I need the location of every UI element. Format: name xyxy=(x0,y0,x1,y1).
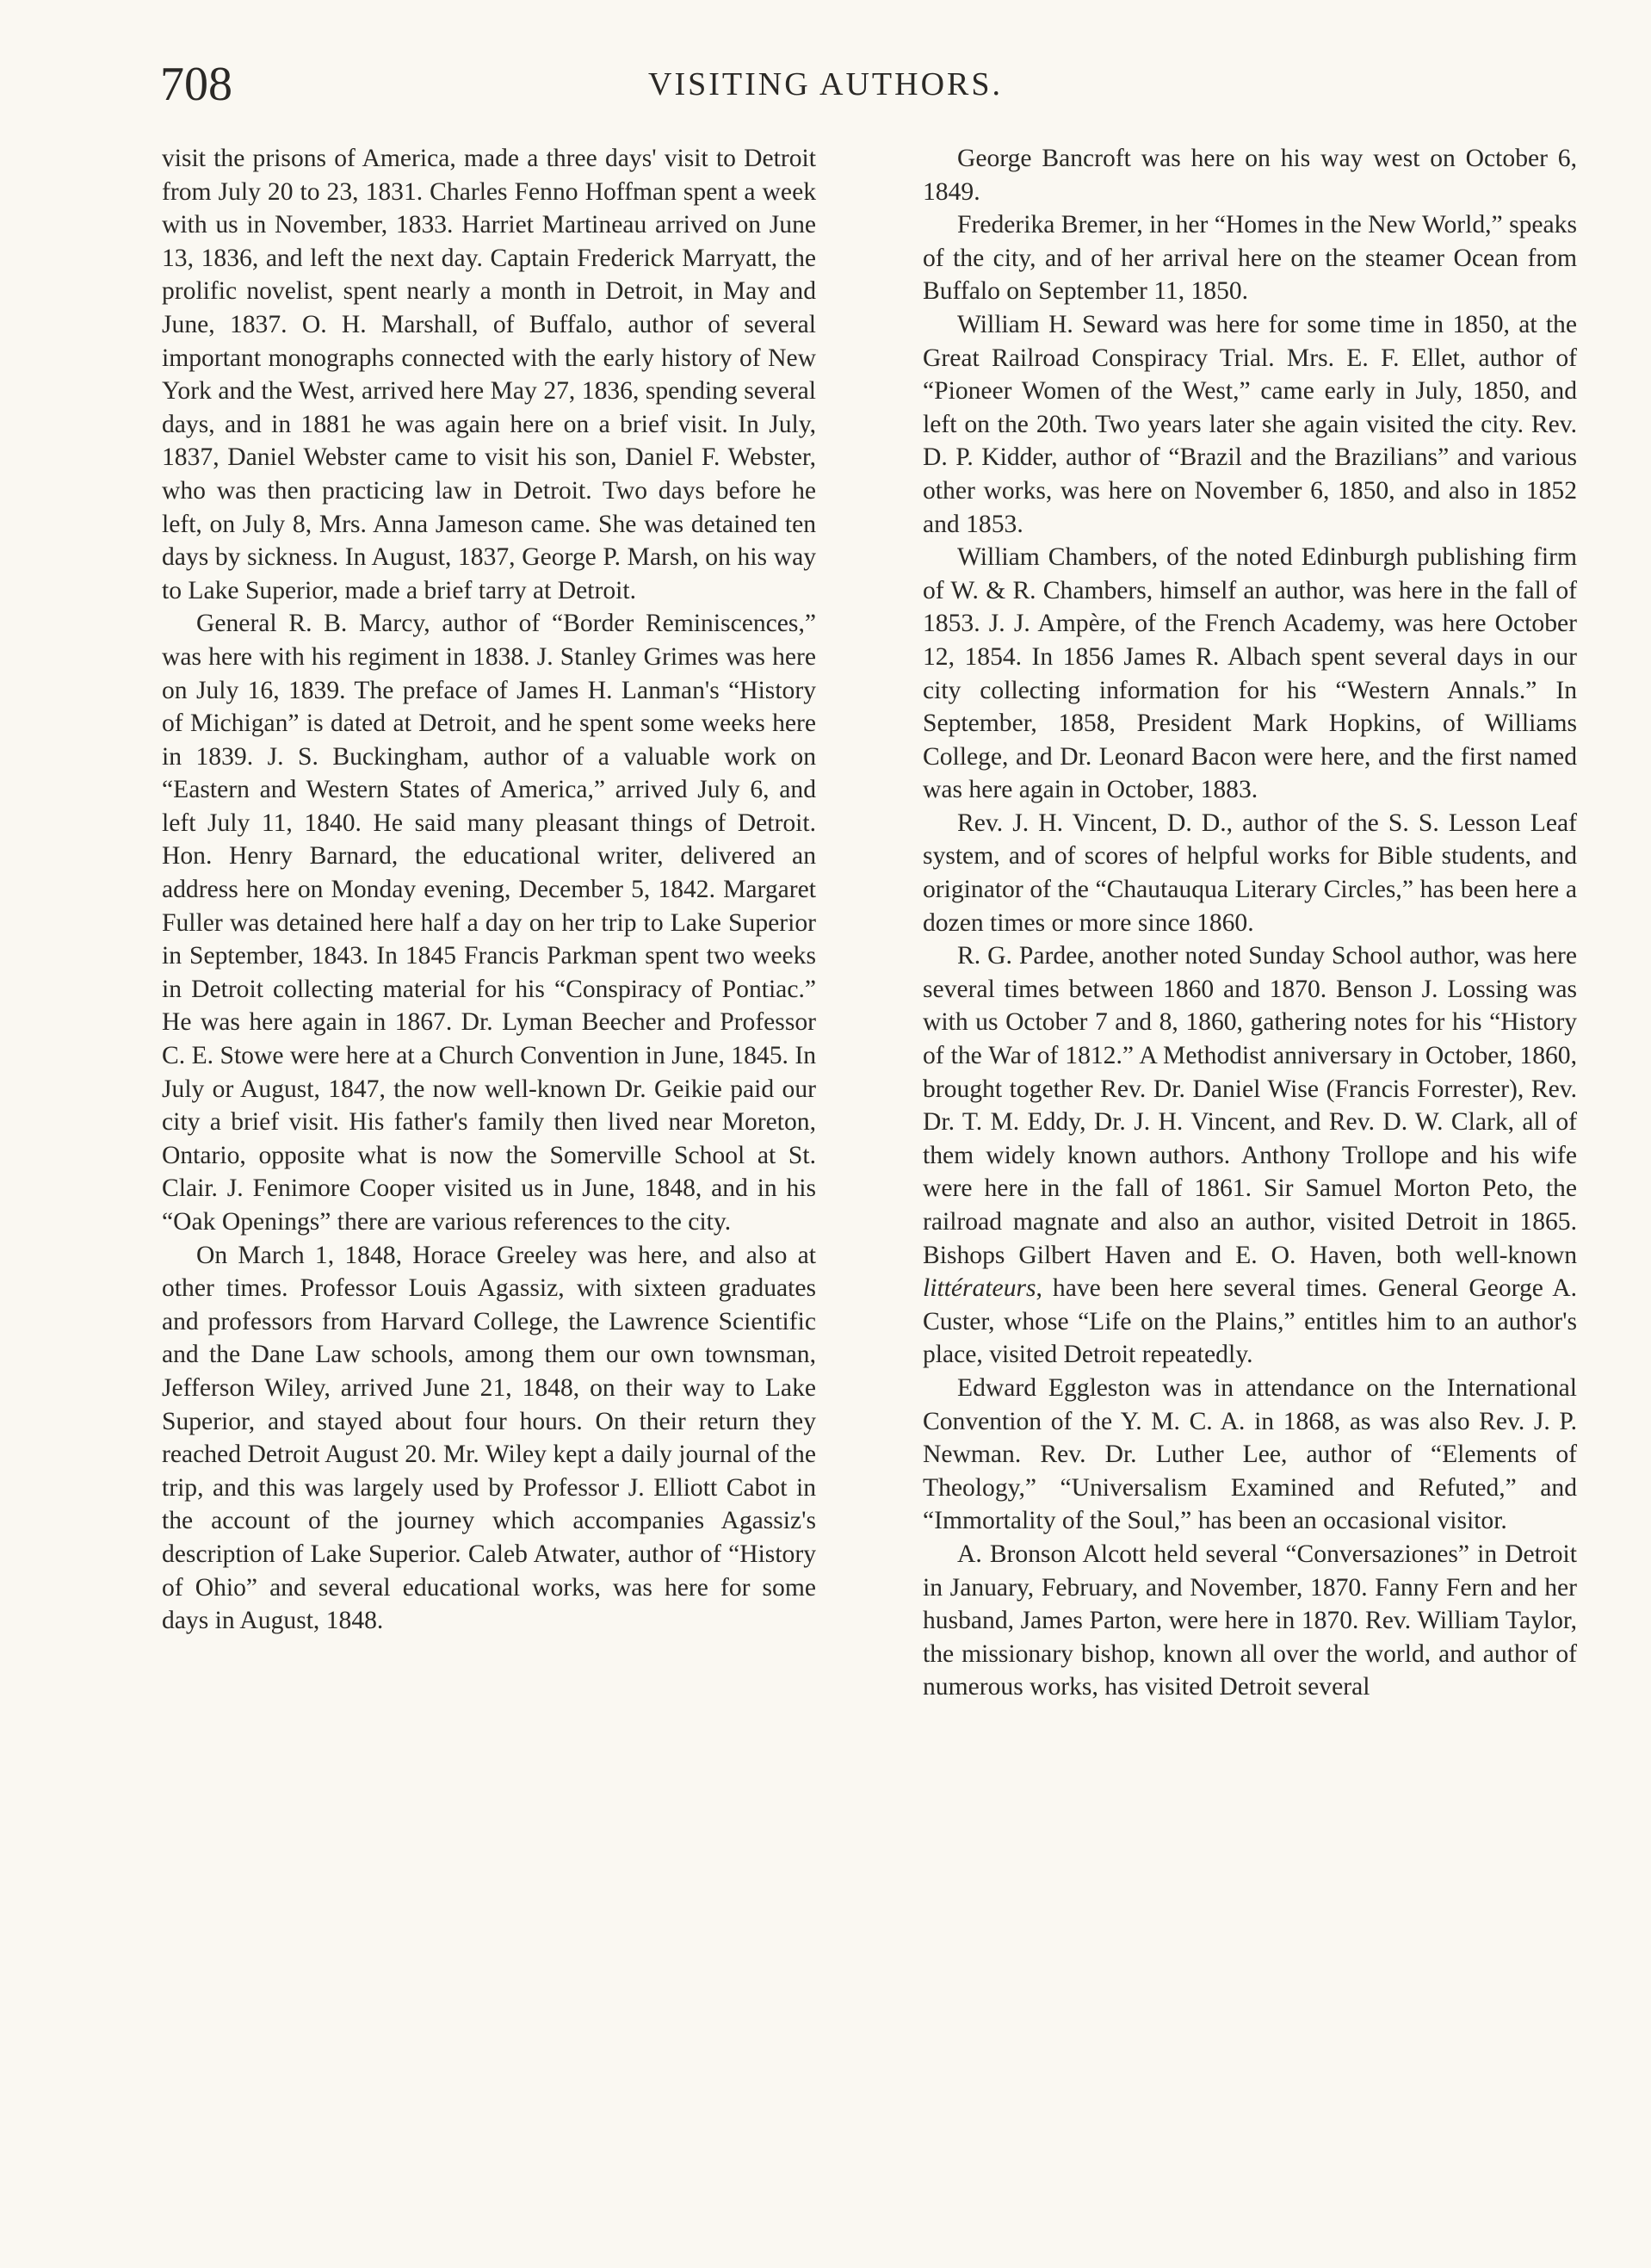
paragraph: General R. B. Marcy, author of “Border Reminiscences,” was here with his regiment in 1838. J. Stanley Grimes was here on July 16, 1839. The preface of James H. Lanman's “History of Michigan” is dated at Detroit, and he spent some weeks here in 1839. J. S. Buckingham, author of a valuable work on “Eastern and Western States of America,” arrived July 6, and left July 11, 1840. He said many pleasant things of Detroit. Hon. Henry Barnard, the educational writer, delivered an address here on Monday evening, December 5, 1842. Margaret Fuller was detained here half a day on her trip to Lake Superior in September, 1843. In 1845 Francis Parkman spent two weeks in Detroit collecting material for his “Conspiracy of Pontiac.” He was here again in 1867. Dr. Lyman Beecher and Professor C. E. Stowe were here at a Church Convention in June, 1845. In July or August, 1847, the now well-known Dr. Geikie paid our city a brief visit. His father's family then lived near Moreton, Ontario, opposite what is now the Somerville School at St. Clair. J. Fenimore Cooper visited us in June, 1848, and in his “Oak Openings” there are various references to the city. xyxy=(162,610,816,1236)
paragraph: William Chambers, of the noted Edinburgh publishing firm of W. & R. Chambers, himself an author, was here in the fall of 1853. J. J. Ampère, of the French Academy, was here October 12, 1854. In 1856 James R. Albach spent several days in our city collecting information for his “Western Annals.” In September, 1858, President Mark Hopkins, of Williams College, and Dr. Leonard Bacon were here, and the first named was here again in October, 1883. xyxy=(923,543,1577,804)
paragraph: William H. Seward was here for some time in 1850, at the Great Railroad Conspiracy Trial. Mrs. E. F. Ellet, author of “Pioneer Women of the West,” came early in July, 1850, and left on the 20th. Two years later she again visited the city. Rev. D. P. Kidder, author of “Brazil and the Brazilians” and various other works, was here on November 6, 1850, and also in 1852 and 1853. xyxy=(923,310,1577,538)
paragraph: George Bancroft was here on his way west on October 6, 1849. xyxy=(923,145,1577,206)
page-number: 708 xyxy=(160,58,232,111)
text-run: R. G. Pardee, another noted Sunday School author, was here several times between 1860 and 1870. Benson J. Lossing was with us October 7 and 8, 1860, gathering notes for his “History of the War of 1812.” A Methodist anniversary in October, 1860, brought together Rev. Dr. Daniel Wise (Francis Forrester), Rev. Dr. T. M. Eddy, Dr. J. H. Vincent, and Rev. D. W. Clark, all of them widely known authors. Anthony Trollope and his wife were here in the fall of 1861. Sir Samuel Morton Peto, the railroad magnate and also an author, visited Detroit in 1865. Bishops Gilbert Haven and E. O. Haven, both well-known xyxy=(923,942,1577,1269)
paragraph: On March 1, 1848, Horace Greeley was here, and also at other times. Professor Louis Agassiz, with sixteen graduates and professors from Harvard College, the Lawrence Scientific and the Dane Law schools, among them our own townsman, Jefferson Wiley, arrived June 21, 1848, on their way to Lake Superior, and stayed about four hours. On their return they reached Detroit August 20. Mr. Wiley kept a daily journal of the trip, and this was largely used by Professor J. Elliott Cabot in the account of the journey which accompanies Agassiz's description of Lake Superior. Caleb Atwater, author of “History of Ohio” and several educational works, was here for some days in August, 1848. xyxy=(162,1241,816,1635)
running-title: VISITING AUTHORS. xyxy=(648,66,1003,102)
paragraph: Frederika Bremer, in her “Homes in the New World,” speaks of the city, and of her arrival here on the steamer Ocean from Buffalo on September 11, 1850. xyxy=(923,211,1577,306)
page-header xyxy=(0,50,1651,119)
paragraph xyxy=(923,939,1577,1372)
left-column xyxy=(162,142,816,1638)
paragraph: Rev. J. H. Vincent, D. D., author of the S. S. Lesson Leaf system, and of scores of helpful works for Bible students, and originator of the “Chautauqua Literary Circles,” has been here a dozen times or more since 1860. xyxy=(923,809,1577,937)
paragraph: visit the prisons of America, made a three days' visit to Detroit from July 20 to 23, 1831. Charles Fenno Hoffman spent a week with us in November, 1833. Harriet Martineau arrived on June 13, 1836, and left the next day. Captain Frederick Marryatt, the prolific novelist, spent nearly a month in Detroit, in May and June, 1837. O. H. Marshall, of Buffalo, author of several important monographs connected with the early history of New York and the West, arrived here May 27, 1836, spending several days, and in 1881 he was again here on a brief visit. In July, 1837, Daniel Webster came to visit his son, Daniel F. Webster, who was then practicing law in Detroit. Two days before he left, on July 8, Mrs. Anna Jameson came. She was detained ten days by sickness. In August, 1837, George P. Marsh, on his way to Lake Superior, made a brief tarry at Detroit. xyxy=(162,145,816,604)
italic-term: littérateurs xyxy=(923,1274,1036,1303)
paragraph: A. Bronson Alcott held several “Conversaziones” in Detroit in January, February, and November, 1870. Fanny Fern and her husband, James Parton, were here in 1870. Rev. William Taylor, the missionary bishop, known all over the world, and author of numerous works, has visited Detroit several xyxy=(923,1540,1577,1701)
right-column xyxy=(923,142,1577,1704)
paragraph: Edward Eggleston was in attendance on the International Convention of the Y. M. C. A. in 1868, as was also Rev. J. P. Newman. Rev. Dr. Luther Lee, author of “Elements of Theology,” “Universalism Examined and Refuted,” and “Immortality of the Soul,” has been an occasional visitor. xyxy=(923,1373,1577,1535)
text-run: , have been here several times. General George A. Custer, whose “Life on the Plains,” entitles him to an author's place, visited Detroit repeatedly. xyxy=(923,1274,1577,1369)
